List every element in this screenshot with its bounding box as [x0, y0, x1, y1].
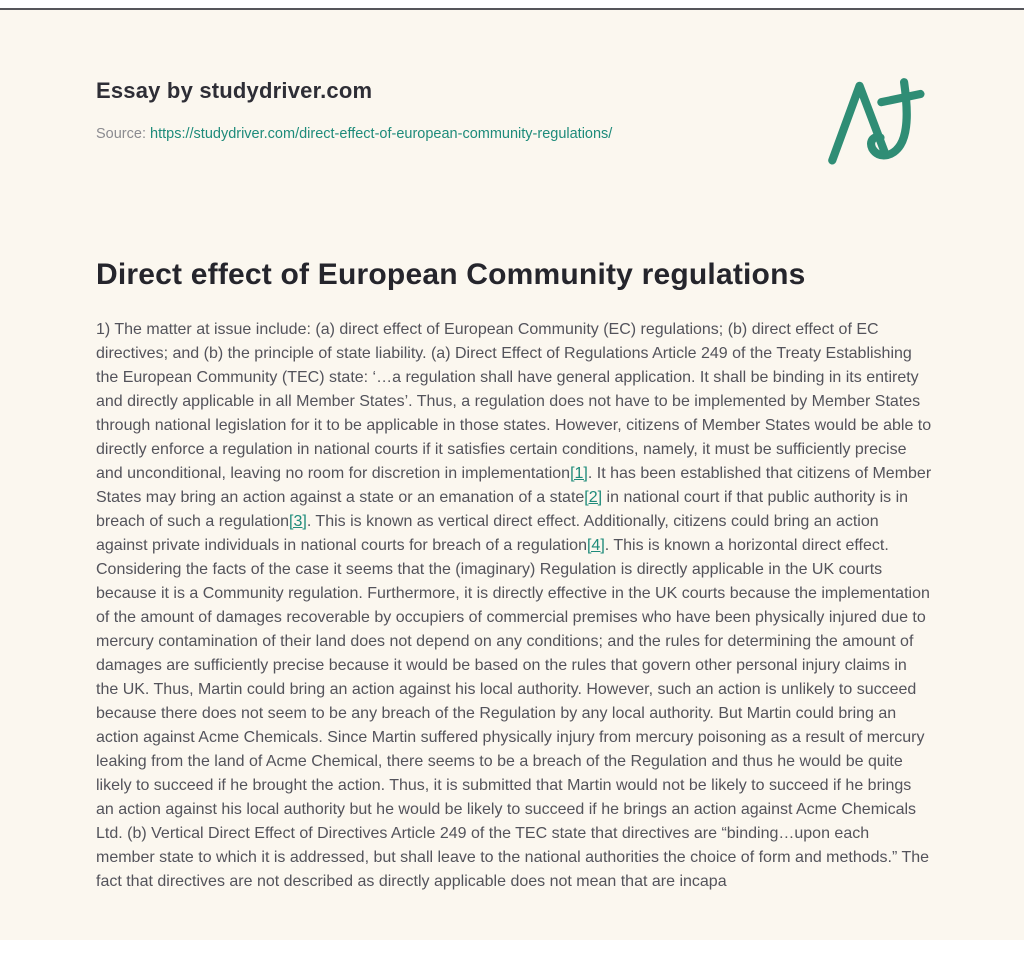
body-text-segment: in national court if that public authority is in breach of such a regulation	[96, 489, 909, 530]
body-text-segment: 1) The matter at issue include: (a) direct effect of European Community (EC) regulations; (b) direct effect of EC directives; and (b) the principle of state liability. (a) Direct Effect of Regulations Article 249 of the Treaty Establishing the European Community (TEC) state: ‘…a regulation shall have general application. It shall be binding in its entirety and directly applicable in all Member States’. Thus, a regulation does not have to be implemented by Member States through national legislation for it to be applicable in those states. However, citizens of Member States would be able to directly enforce a regulation in national courts if it satisfies certain conditions, namely, it must be sufficiently precise and unconditional, leaving no room for discretion in implementation	[96, 321, 932, 482]
article-title: Direct effect of European Community regulations	[96, 258, 806, 291]
logo-crossbar-stroke	[881, 94, 920, 102]
document-page	[0, 8, 1024, 940]
article-body	[96, 318, 932, 894]
source-line	[96, 126, 612, 142]
footnote-link[interactable]: [3]	[289, 513, 307, 530]
footnote-link[interactable]: [4]	[586, 537, 605, 554]
source-label: Source:	[96, 126, 146, 142]
body-text-segment: . It has been established that citizens of Member States may bring an action against a state or an emanation of a state	[96, 465, 932, 506]
footnote-link[interactable]: [2]	[584, 489, 603, 506]
body-text-segment: . This is known as vertical direct effect. Additionally, citizens could bring an action against private individuals in national courts for breach of a regulation	[96, 513, 879, 554]
source-url-link[interactable]: https://studydriver.com/direct-effect-of-european-community-regulations/	[150, 126, 613, 142]
footnote-link[interactable]: [1]	[570, 465, 588, 482]
essay-by-heading: Essay by studydriver.com	[96, 78, 373, 103]
body-text-segment: . This is known a horizontal direct effect. Considering the facts of the case it seems that the (imaginary) Regulation is directly applicable in the UK courts because it is a Community regulation. Furthermore, it is directly effective in the UK courts because the implementation of the amount of damages recoverable by occupiers of commercial premises who have been physically injured due to mercury contamination of their land does not depend on any conditions; and the rules for determining the amount of damages are sufficiently precise because it would be based on the rules that govern other personal injury claims in the UK. Thus, Martin could bring an action against his local authority. However, such an action is unlikely to succeed because there does not seem to be any breach of the Regulation by any local authority. But Martin could bring an action against Acme Chemicals. Since Martin suffered physically injury from mercury poisoning as a result of mercury leaking from the land of Acme Chemical, there seems to be a breach of the Regulation and thus he would be quite likely to succeed if he brought the action. Thus, it is submitted that Martin would not be likely to succeed if he brings an action against his local authority but he would be likely to succeed if he brings an action against Acme Chemicals Ltd. (b) Vertical Direct Effect of Directives Article 249 of the TEC state that directives are “binding…upon each member state to which it is addressed, but shall leave to the national authorities the choice of form and methods.” The fact that directives are not described as directly applicable does not mean that are incapa	[96, 537, 930, 890]
studydriver-logo-icon	[825, 74, 925, 174]
logo-hook-stroke	[871, 82, 907, 155]
